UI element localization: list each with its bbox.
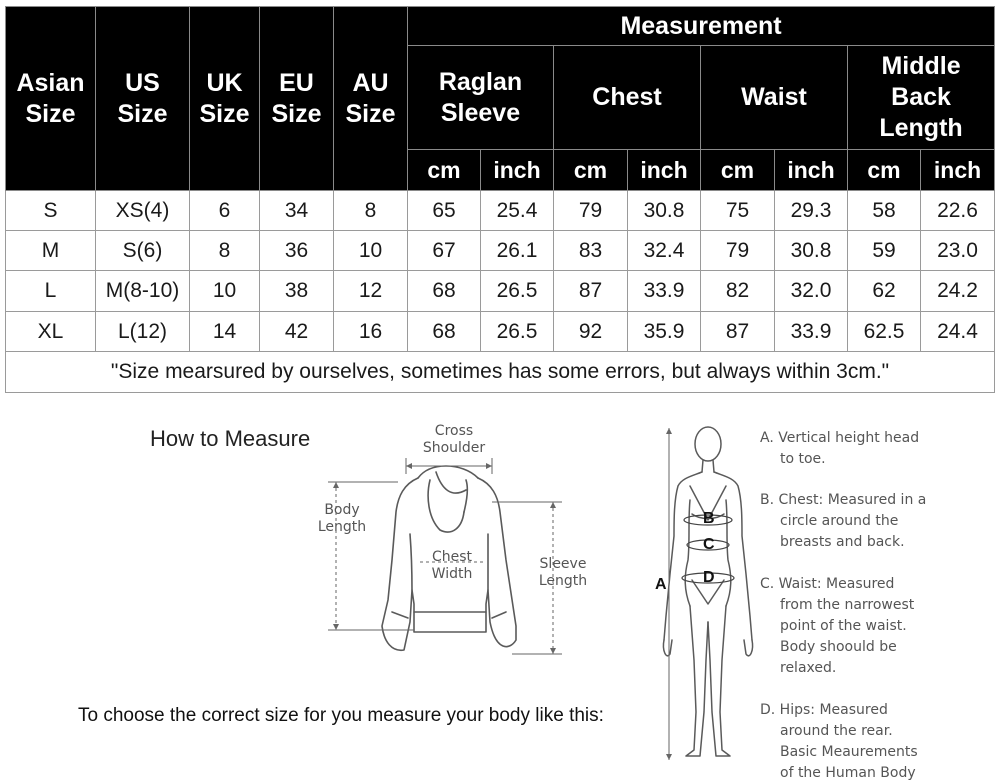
table-cell: 42 — [260, 312, 334, 352]
table-cell: 33.9 — [775, 312, 848, 352]
measurement-note: "Size mearsured by ourselves, sometimes has some errors, but always within 3cm." — [6, 352, 995, 393]
unit-inch: inch — [628, 150, 701, 191]
table-cell: 10 — [334, 231, 408, 271]
header-waist: Waist — [701, 46, 848, 150]
header-eu-size: EU Size — [260, 7, 334, 191]
table-cell: L(12) — [96, 312, 190, 352]
choose-size-instruction: To choose the correct size for you measure your body like this: — [78, 705, 604, 726]
table-cell: 29.3 — [775, 191, 848, 231]
legend-d: D. Hips: Measured around the rear. Basic Meaurements of the Human Body — [760, 702, 918, 781]
table-cell: S(6) — [96, 231, 190, 271]
table-cell: 6 — [190, 191, 260, 231]
legend-c: C. Waist: Measured from the narrowest point of the waist. Body shoould be relaxed. — [760, 576, 915, 676]
header-chest: Chest — [554, 46, 701, 150]
header-uk-size: UK Size — [190, 7, 260, 191]
how-to-measure-title: How to Measure — [150, 426, 311, 451]
body-marker-b: B — [703, 510, 715, 527]
table-cell: 79 — [554, 191, 628, 231]
table-cell: 8 — [334, 191, 408, 231]
table-cell: 59 — [848, 231, 921, 271]
table-cell: 16 — [334, 312, 408, 352]
sleeve-length-label: Sleeve Length — [538, 556, 588, 589]
table-cell: 62.5 — [848, 312, 921, 352]
table-cell: 25.4 — [481, 191, 554, 231]
table-cell: 30.8 — [775, 231, 848, 271]
unit-inch: inch — [775, 150, 848, 191]
table-cell: 75 — [701, 191, 775, 231]
table-cell: 24.4 — [921, 312, 995, 352]
unit-cm: cm — [408, 150, 481, 191]
table-cell: 87 — [701, 312, 775, 352]
table-cell: 32.0 — [775, 271, 848, 312]
chest-width-label: Chest Width — [431, 549, 473, 582]
body-marker-d: D — [703, 569, 715, 586]
table-cell: 26.5 — [481, 271, 554, 312]
table-cell: 68 — [408, 312, 481, 352]
table-cell: S — [6, 191, 96, 231]
table-cell: 67 — [408, 231, 481, 271]
table-cell: 92 — [554, 312, 628, 352]
table-cell: 23.0 — [921, 231, 995, 271]
table-cell: 83 — [554, 231, 628, 271]
table-cell: M(8-10) — [96, 271, 190, 312]
legend-b: B. Chest: Measured in a circle around the breasts and back. — [760, 492, 927, 550]
unit-cm: cm — [554, 150, 628, 191]
table-cell: L — [6, 271, 96, 312]
table-cell: 34 — [260, 191, 334, 231]
unit-cm: cm — [701, 150, 775, 191]
table-cell: 58 — [848, 191, 921, 231]
unit-cm: cm — [848, 150, 921, 191]
table-cell: 35.9 — [628, 312, 701, 352]
table-cell: 79 — [701, 231, 775, 271]
table-cell: 33.9 — [628, 271, 701, 312]
header-au-size: AU Size — [334, 7, 408, 191]
unit-inch: inch — [921, 150, 995, 191]
table-cell: 30.8 — [628, 191, 701, 231]
body-marker-a: A — [655, 576, 667, 593]
legend-a: A. Vertical height head to toe. — [760, 430, 920, 467]
cross-shoulder-label: Cross Shoulder — [422, 423, 486, 456]
table-cell: 32.4 — [628, 231, 701, 271]
table-cell: 87 — [554, 271, 628, 312]
table-cell: 12 — [334, 271, 408, 312]
table-cell: XS(4) — [96, 191, 190, 231]
table-cell: 26.5 — [481, 312, 554, 352]
table-cell: 38 — [260, 271, 334, 312]
header-measurement: Measurement — [408, 7, 995, 46]
table-cell: 65 — [408, 191, 481, 231]
header-raglan-sleeve: Raglan Sleeve — [408, 46, 554, 150]
table-cell: 22.6 — [921, 191, 995, 231]
table-cell: 8 — [190, 231, 260, 271]
body-marker-c: C — [703, 536, 715, 553]
header-asian-size: Asian Size — [6, 7, 96, 191]
table-cell: 14 — [190, 312, 260, 352]
table-cell: M — [6, 231, 96, 271]
table-cell: 26.1 — [481, 231, 554, 271]
table-cell: 10 — [190, 271, 260, 312]
table-cell: 36 — [260, 231, 334, 271]
body-length-label: Body Length — [317, 502, 367, 535]
table-cell: 68 — [408, 271, 481, 312]
table-cell: 62 — [848, 271, 921, 312]
header-middle-back-length: Middle Back Length — [848, 46, 995, 150]
table-cell: 82 — [701, 271, 775, 312]
header-us-size: US Size — [96, 7, 190, 191]
unit-inch: inch — [481, 150, 554, 191]
table-cell: 24.2 — [921, 271, 995, 312]
table-cell: XL — [6, 312, 96, 352]
